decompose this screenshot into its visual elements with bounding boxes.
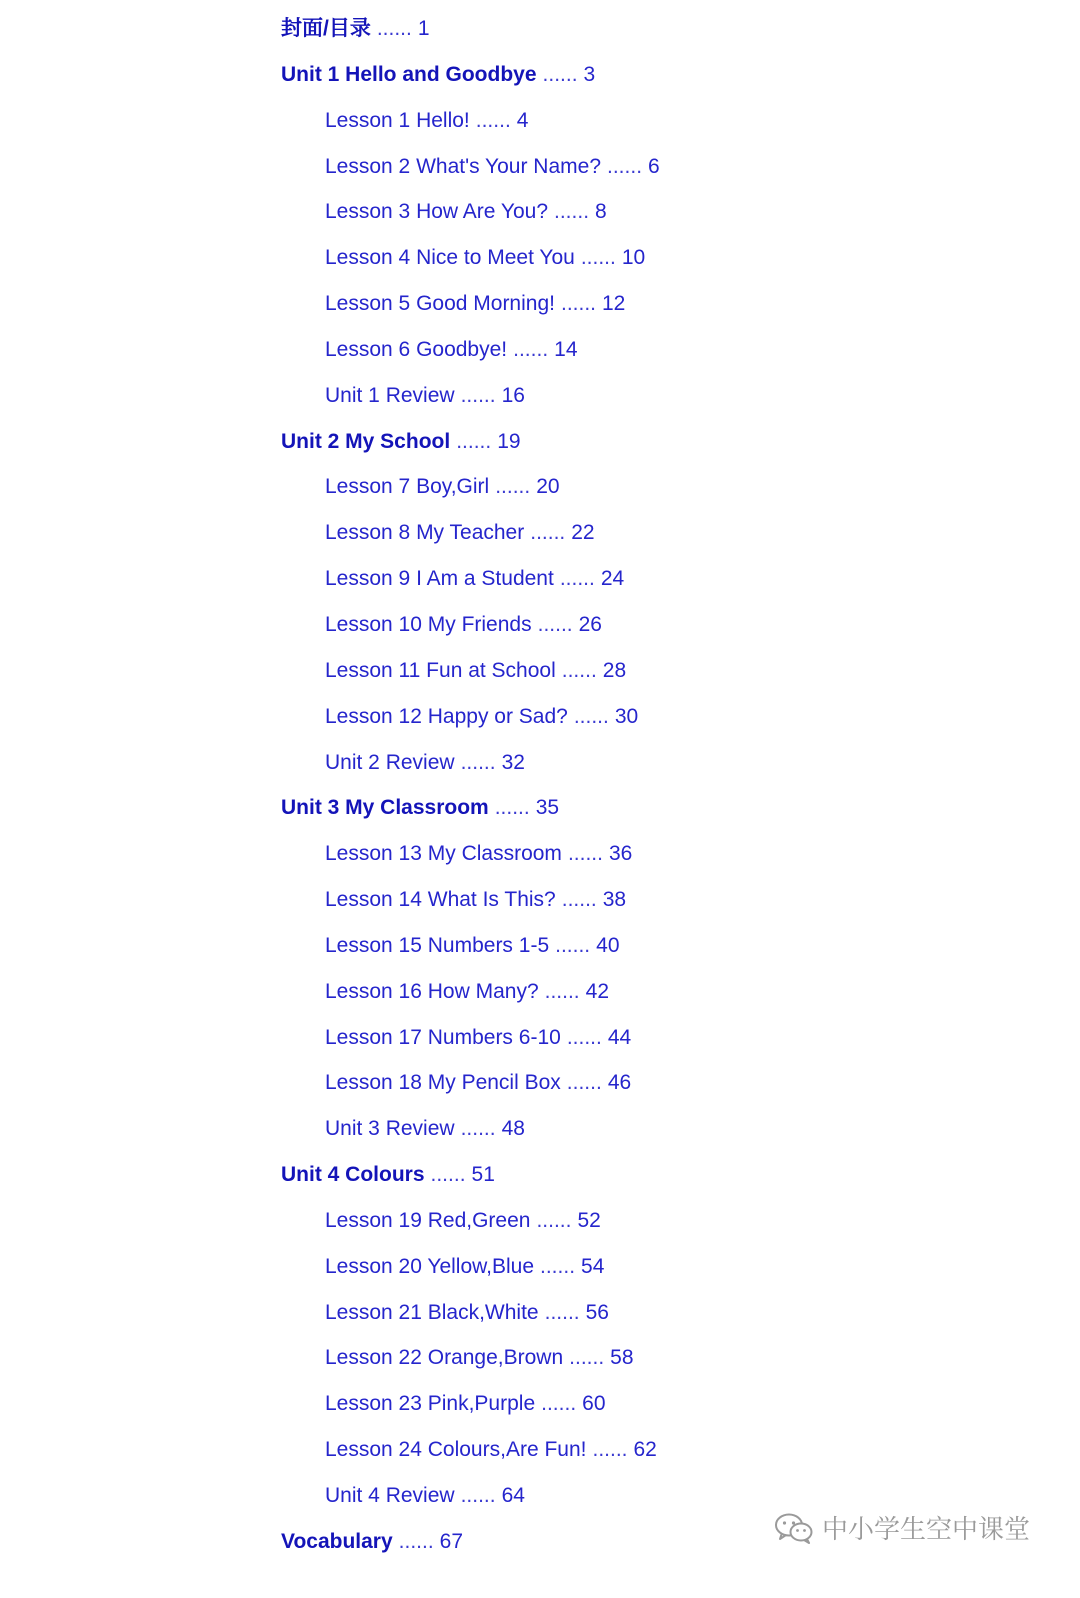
toc-entry-title: Lesson 21 Black,White: [325, 1300, 539, 1324]
toc-page-number: 42: [585, 979, 609, 1003]
toc-entry-title: Lesson 15 Numbers 1-5: [325, 933, 550, 957]
toc-page-number: 1: [417, 17, 430, 40]
toc-dot-leader: ......: [513, 337, 549, 361]
toc-page-number: 8: [595, 200, 607, 224]
toc-dot-leader: ......: [430, 1163, 466, 1187]
toc-entry-title: Lesson 18 My Pencil Box: [325, 1071, 561, 1095]
toc-lesson-link[interactable]: [0, 694, 1080, 740]
toc-lesson-link[interactable]: [0, 464, 1080, 510]
toc-page-number: 36: [608, 842, 633, 866]
toc-lesson-link[interactable]: [0, 1060, 1080, 1106]
toc-page-number: 10: [621, 246, 646, 270]
toc-page-number: 62: [633, 1438, 657, 1462]
toc-lesson-link[interactable]: [0, 510, 1080, 556]
toc-page-number: 30: [614, 704, 639, 728]
toc-dot-leader: ......: [460, 750, 496, 774]
toc-page-number: 24: [600, 567, 625, 591]
toc-page-number: 56: [585, 1300, 609, 1324]
toc-entry-title: Lesson 22 Orange,Brown: [325, 1346, 564, 1370]
toc-lesson-link[interactable]: [0, 1015, 1080, 1061]
toc-page-number: 52: [577, 1208, 601, 1232]
toc-page-number: 67: [439, 1529, 464, 1553]
toc-entry-title: Lesson 24 Colours,Are Fun!: [325, 1438, 587, 1462]
toc-dot-leader: ......: [561, 658, 597, 682]
toc-lesson-link[interactable]: [0, 648, 1080, 694]
toc-lesson-link[interactable]: [0, 1381, 1080, 1427]
toc-dot-leader: ......: [566, 1071, 602, 1095]
toc-unit-link[interactable]: [0, 785, 1080, 831]
toc-entry-title: Lesson 6 Goodbye!: [325, 337, 508, 361]
toc-dot-leader: ......: [495, 475, 531, 499]
toc-entry-title: Lesson 23 Pink,Purple: [325, 1392, 536, 1416]
toc-dot-leader: ......: [573, 704, 609, 728]
toc-page-number: 16: [501, 383, 525, 407]
toc-dot-leader: ......: [592, 1438, 628, 1462]
toc-lesson-link[interactable]: [0, 877, 1080, 923]
toc-dot-leader: ......: [456, 429, 492, 453]
toc-entry-title: Lesson 1 Hello!: [325, 108, 470, 132]
toc-lesson-link[interactable]: [0, 740, 1080, 786]
toc-page-number: 64: [501, 1484, 525, 1507]
toc-dot-leader: ......: [376, 17, 412, 40]
toc-dot-leader: ......: [537, 612, 573, 636]
toc-entry-title: Unit 3 Review: [325, 1117, 455, 1141]
toc-lesson-link[interactable]: [0, 923, 1080, 969]
toc-page-number: 46: [607, 1071, 632, 1095]
toc-page-number: 14: [554, 337, 578, 361]
toc-page-number: 48: [501, 1117, 525, 1141]
toc-dot-leader: ......: [542, 62, 578, 86]
toc-lesson-link[interactable]: [0, 1244, 1080, 1290]
toc-entry-title: Lesson 19 Red,Green: [325, 1208, 531, 1232]
toc-dot-leader: ......: [494, 796, 530, 820]
toc-dot-leader: ......: [460, 383, 496, 407]
toc-dot-leader: ......: [544, 979, 580, 1003]
toc-dot-leader: ......: [560, 292, 596, 316]
toc-entry-title: Unit 1 Review: [325, 383, 455, 407]
toc-unit-link[interactable]: [0, 419, 1080, 465]
toc-unit-link[interactable]: [0, 6, 1080, 52]
toc-page-number: 38: [602, 888, 627, 912]
toc-entry-title: Lesson 14 What Is This?: [325, 888, 556, 912]
toc-lesson-link[interactable]: [0, 602, 1080, 648]
toc-page-number: 6: [648, 154, 660, 178]
toc-entry-title: Lesson 12 Happy or Sad?: [325, 704, 568, 728]
toc-entry-title: Unit 1 Hello and Goodbye: [281, 62, 537, 86]
toc-page-number: 60: [582, 1392, 606, 1416]
toc-dot-leader: ......: [544, 1300, 580, 1324]
toc-entry-title: Lesson 11 Fun at School: [325, 658, 556, 682]
toc-dot-leader: ......: [559, 567, 595, 591]
toc-entry-title: Lesson 16 How Many?: [325, 979, 539, 1003]
toc-lesson-link[interactable]: [0, 327, 1080, 373]
toc-lesson-link[interactable]: [0, 235, 1080, 281]
toc-dot-leader: ......: [460, 1117, 496, 1141]
toc-entry-title: Unit 2 My School: [281, 429, 451, 453]
toc-page-number: 58: [610, 1346, 634, 1370]
toc-lesson-link[interactable]: [0, 831, 1080, 877]
toc-page-number: 4: [516, 108, 529, 132]
toc-lesson-link[interactable]: [0, 189, 1080, 235]
toc-page-number: 26: [578, 612, 602, 636]
toc-lesson-link[interactable]: [0, 1427, 1080, 1473]
toc-dot-leader: ......: [460, 1484, 496, 1507]
toc-page-number: 54: [581, 1254, 605, 1278]
toc-unit-link[interactable]: [0, 52, 1080, 98]
toc-page-number: 3: [583, 62, 596, 86]
toc-dot-leader: ......: [554, 200, 590, 224]
toc-dot-leader: ......: [530, 521, 566, 545]
toc-entry-title: Unit 4 Review: [325, 1484, 455, 1507]
toc-page-number: 12: [602, 292, 626, 316]
toc-page-number: 44: [607, 1025, 632, 1049]
toc-dot-leader: ......: [567, 842, 603, 866]
toc-entry-title: Lesson 10 My Friends: [325, 612, 532, 636]
toc-dot-leader: ......: [580, 246, 616, 270]
toc-page-number: 22: [571, 521, 595, 545]
watermark: [774, 1509, 1030, 1546]
toc-page-number: 35: [535, 796, 560, 820]
toc-lesson-link[interactable]: [0, 373, 1080, 419]
toc-entry-title: Lesson 9 I Am a Student: [325, 567, 554, 591]
toc-dot-leader: ......: [536, 1208, 572, 1232]
toc-entry-title: Lesson 17 Numbers 6-10: [325, 1025, 561, 1049]
toc-page-number: 20: [536, 475, 560, 499]
toc-page-number: 40: [596, 933, 620, 957]
toc-lesson-link[interactable]: [0, 1290, 1080, 1336]
toc-entry-title: Vocabulary: [281, 1529, 393, 1553]
toc-entry-title: Lesson 8 My Teacher: [325, 521, 525, 545]
toc-entry-title: Lesson 3 How Are You?: [325, 200, 549, 224]
toc-lesson-link[interactable]: [0, 144, 1080, 190]
toc-lesson-link[interactable]: [0, 281, 1080, 327]
toc-entry-title: Lesson 5 Good Morning!: [325, 292, 555, 316]
toc-lesson-link[interactable]: [0, 556, 1080, 602]
toc-unit-link[interactable]: [0, 1152, 1080, 1198]
toc-entry-title: Lesson 20 Yellow,Blue: [325, 1254, 535, 1278]
toc-entry-title: Lesson 4 Nice to Meet You: [325, 246, 575, 270]
toc-dot-leader: ......: [541, 1392, 577, 1416]
toc-lesson-link[interactable]: [0, 1106, 1080, 1152]
toc-page-number: 19: [497, 429, 521, 453]
toc-dot-leader: ......: [607, 154, 643, 178]
watermark-text: 中小学生空中课堂: [821, 1515, 1030, 1545]
toc-dot-leader: ......: [555, 933, 591, 957]
toc-lesson-link[interactable]: [0, 969, 1080, 1015]
toc-dot-leader: ......: [398, 1529, 434, 1553]
toc-entry-title: Lesson 13 My Classroom: [325, 842, 562, 866]
toc-entry-title: Lesson 7 Boy,Girl: [325, 475, 490, 499]
toc-lesson-link[interactable]: [0, 1335, 1080, 1381]
toc-dot-leader: ......: [540, 1254, 576, 1278]
toc-dot-leader: ......: [566, 1025, 602, 1049]
toc-dot-leader: ......: [561, 888, 597, 912]
toc-entry-title: Unit 2 Review: [325, 750, 455, 774]
toc-lesson-link[interactable]: [0, 98, 1080, 144]
toc-entry-title: Unit 4 Colours: [281, 1163, 425, 1187]
toc-entry-title: Unit 3 My Classroom: [281, 796, 489, 820]
table-of-contents: [0, 6, 1080, 1565]
wechat-icon: [774, 1512, 814, 1544]
toc-entry-title: Lesson 2 What's Your Name?: [325, 154, 602, 178]
toc-page-number: 51: [471, 1163, 495, 1187]
toc-entry-title: 封面/目录: [281, 17, 371, 40]
toc-dot-leader: ......: [569, 1346, 605, 1370]
toc-lesson-link[interactable]: [0, 1198, 1080, 1244]
toc-page-number: 28: [602, 658, 627, 682]
toc-page-number: 32: [501, 750, 525, 774]
toc-dot-leader: ......: [475, 108, 511, 132]
